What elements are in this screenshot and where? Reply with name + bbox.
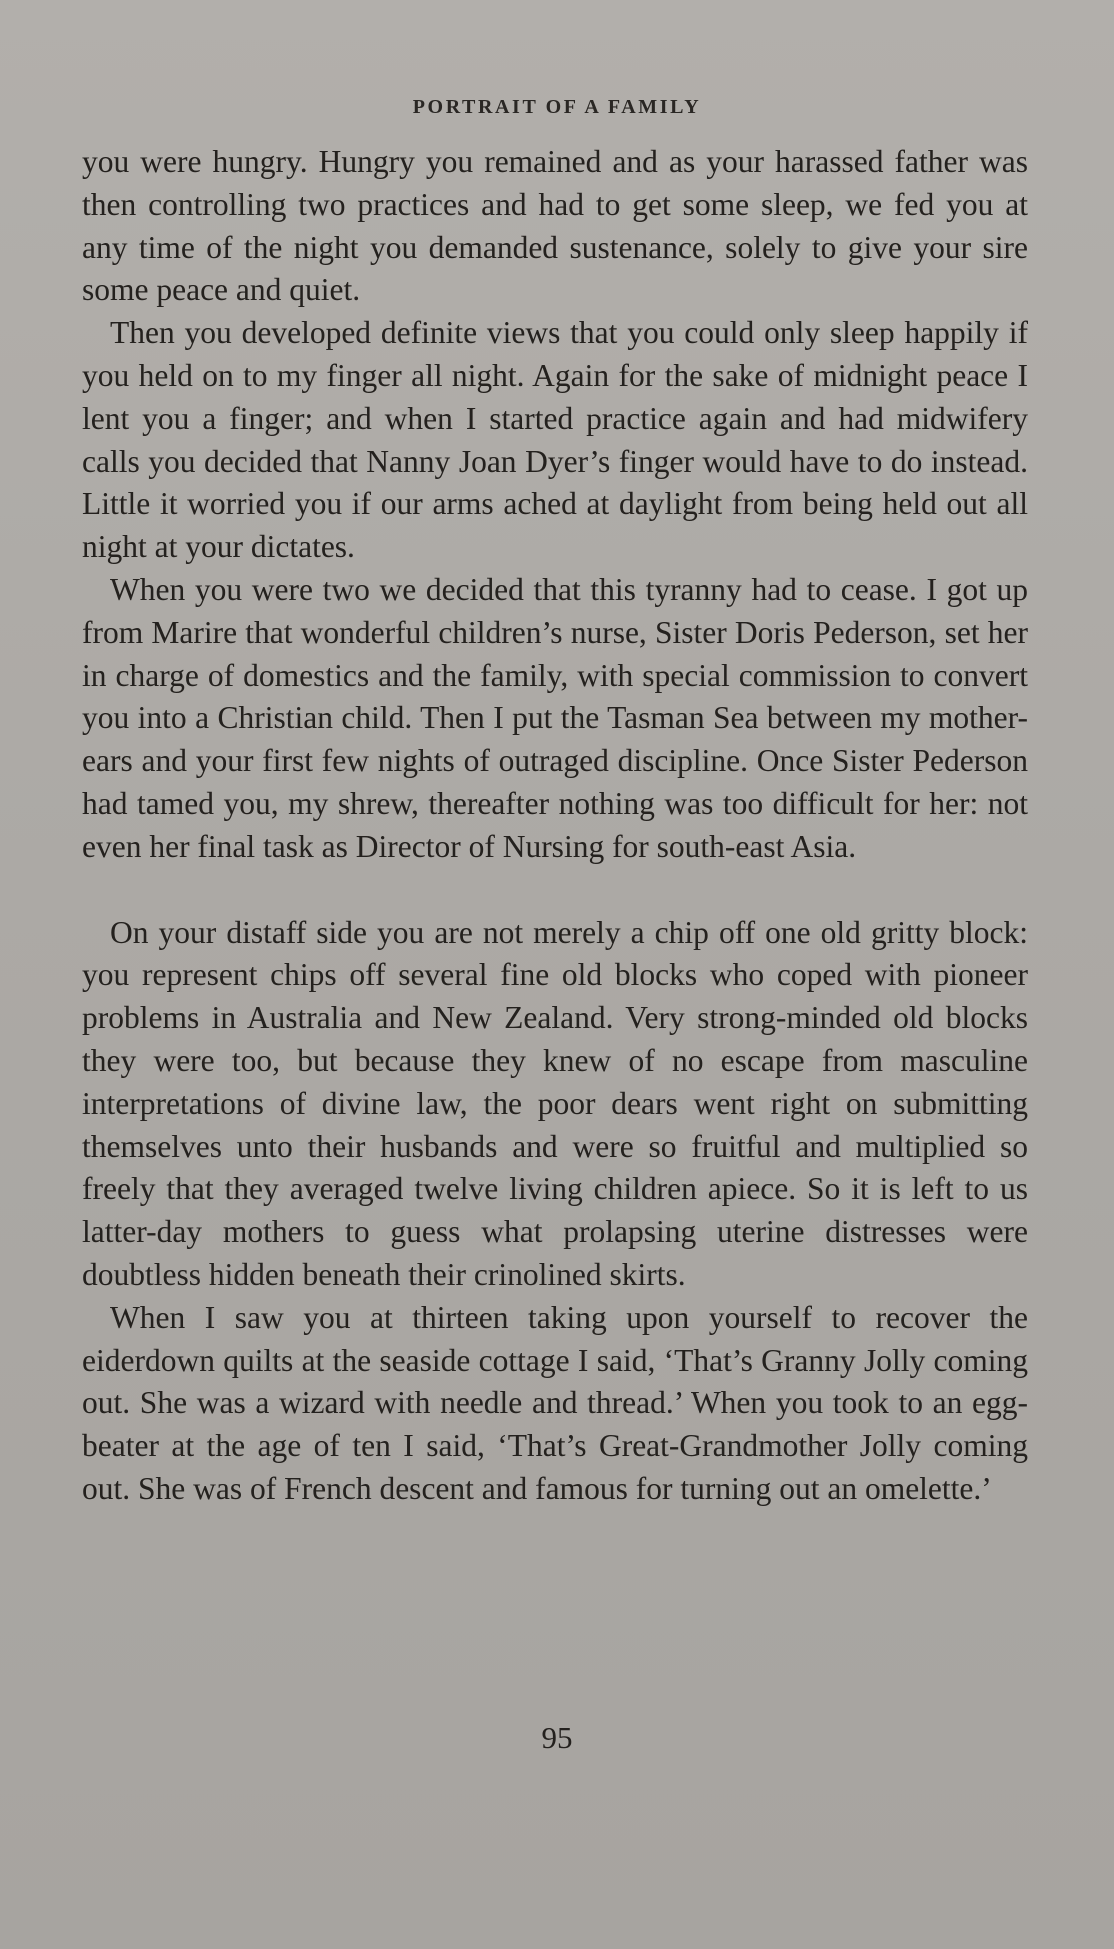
- paragraph-5: When I saw you at thirteen taking upon yourself to recover the eiderdown quilts at the seaside cottage I said, ‘That’s Granny Jolly coming out. She was a wizard with needle and thread.’ When you took to an egg-beater at the age of ten I said, ‘That’s Great-Grandmother Jolly coming out. She was of French descent and famous for turning out an omelette.’: [82, 1299, 1028, 1506]
- paragraph-3: When you were two we decided that this tyranny had to cease. I got up from Marire that wonderful children’s nurse, Sister Doris Pederson, set her in charge of domestics and the family, with special commission to convert you into a Christian child. Then I put the Tasman Sea between my mother-ears and your first few nights of outraged discipline. Once Sister Pederson had tamed you, my shrew, thereafter nothing was too difficult for her: not even her final task as Director of Nursing for south-east Asia.: [82, 571, 1028, 864]
- page-number: 95: [541, 1720, 573, 1755]
- section-break: [82, 869, 1028, 912]
- running-head: PORTRAIT OF A FAMILY: [412, 96, 702, 118]
- body-text: [82, 141, 1028, 1511]
- paragraph-1: you were hungry. Hungry you remained and as your harassed father was then controlling two practices and had to get some sleep, we fed you at any time of the night you demanded sustenance, solely to give your sire some peace and quiet.: [82, 144, 1028, 308]
- paragraph-2: Then you developed definite views that you could only sleep happily if you held on to my finger all night. Again for the sake of midnight peace I lent you a finger; and when I started practice again and had midwifery calls you decided that Nanny Joan Dyer’s finger would have to do instead. Little it worried you if our arms ached at daylight from being held out all night at your dictates.: [82, 315, 1028, 565]
- paragraph-4: On your distaff side you are not merely a chip off one old gritty block: you represent chips off several fine old blocks who coped with pioneer problems in Australia and New Zealand. Very strong-minded old blocks they were too, but because they knew of no escape from masculine interpretations of divine law, the poor dears went right on submitting themselves unto their husbands and were so fruitful and multiplied so freely that they averaged twelve living children apiece. So it is left to us latter-day mothers to guess what prolapsing uterine distresses were doubtless hidden beneath their crinolined skirts.: [82, 914, 1028, 1292]
